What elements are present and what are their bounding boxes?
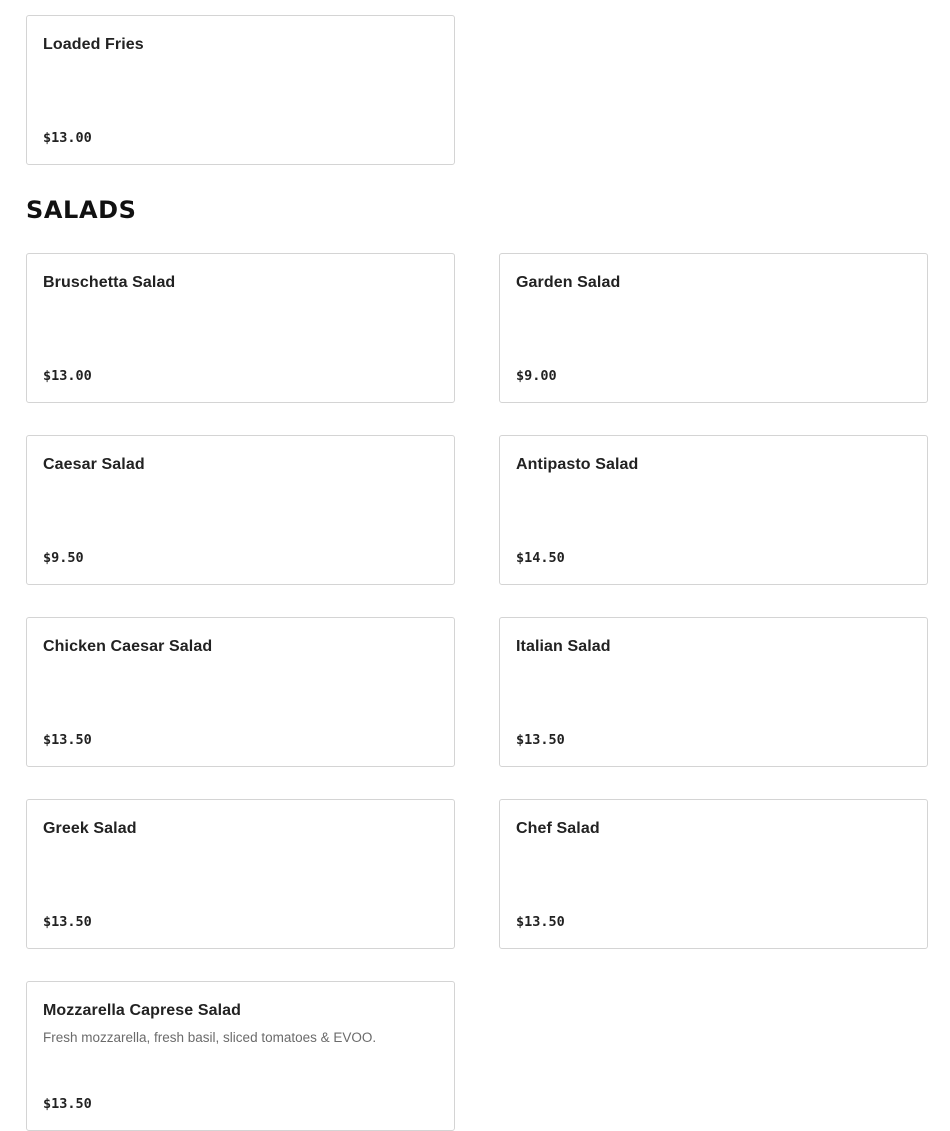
menu-item-garden-salad[interactable] bbox=[499, 253, 928, 403]
menu-item-price: $13.50 bbox=[43, 732, 92, 748]
menu-item-name: Greek Salad bbox=[43, 820, 137, 837]
section-title-salads: SALADS bbox=[26, 196, 137, 224]
menu-item-price: $14.50 bbox=[516, 550, 565, 566]
menu-item-chicken-caesar-salad[interactable] bbox=[26, 617, 455, 767]
menu-item-antipasto-salad[interactable] bbox=[499, 435, 928, 585]
menu-item-name: Loaded Fries bbox=[43, 36, 144, 53]
menu-item-mozzarella-caprese-salad[interactable] bbox=[26, 981, 455, 1131]
menu-item-price: $9.50 bbox=[43, 550, 84, 566]
menu-item-price: $9.00 bbox=[516, 368, 557, 384]
menu-item-caesar-salad[interactable] bbox=[26, 435, 455, 585]
menu-item-price: $13.00 bbox=[43, 368, 92, 384]
menu-item-price: $13.50 bbox=[43, 1096, 92, 1112]
menu-item-description: Fresh mozzarella, fresh basil, sliced tomatoes & EVOO. bbox=[43, 1030, 377, 1045]
menu-item-name: Italian Salad bbox=[516, 638, 611, 655]
menu-item-greek-salad[interactable] bbox=[26, 799, 455, 949]
menu-item-loaded-fries[interactable] bbox=[26, 15, 455, 165]
menu-item-name: Antipasto Salad bbox=[516, 456, 639, 473]
menu-item-price: $13.50 bbox=[516, 914, 565, 930]
menu-item-name: Caesar Salad bbox=[43, 456, 145, 473]
menu-item-italian-salad[interactable] bbox=[499, 617, 928, 767]
menu-item-name: Chicken Caesar Salad bbox=[43, 638, 213, 655]
menu-item-chef-salad[interactable] bbox=[499, 799, 928, 949]
menu-item-price: $13.50 bbox=[43, 914, 92, 930]
menu-item-name: Chef Salad bbox=[516, 820, 600, 837]
menu-item-bruschetta-salad[interactable] bbox=[26, 253, 455, 403]
menu-item-name: Garden Salad bbox=[516, 274, 621, 291]
menu-item-name: Bruschetta Salad bbox=[43, 274, 176, 291]
menu-item-name: Mozzarella Caprese Salad bbox=[43, 1002, 242, 1019]
menu-item-price: $13.00 bbox=[43, 130, 92, 146]
menu-item-price: $13.50 bbox=[516, 732, 565, 748]
